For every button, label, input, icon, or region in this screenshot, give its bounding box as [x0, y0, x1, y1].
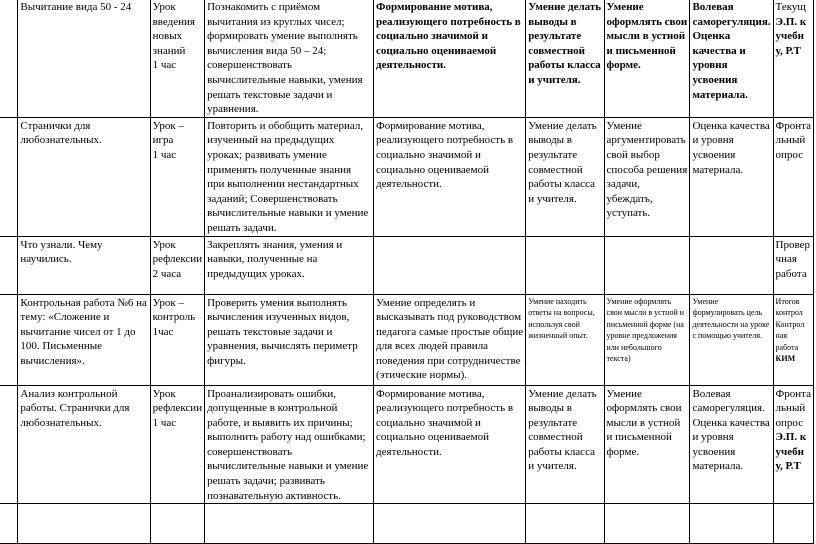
regulative-outcomes-cell — [526, 504, 604, 544]
personal-outcomes-cell — [374, 236, 526, 294]
table-row — [0, 504, 814, 544]
control-form-cell — [773, 117, 813, 236]
control-form-cell — [773, 236, 813, 294]
goals-cell: Повторить и обобщить материал, изученный на предыдущих уроках; развивать умение применять полученные знания при выполнении нестандартных заданий; Совершенствовать вычислительные навыки и умение решать задачи. — [205, 117, 374, 236]
topic-cell: Что узнали. Чему научились. — [18, 236, 150, 294]
control-line: Э.П. к — [775, 431, 807, 444]
lesson-type-line: игра — [152, 134, 174, 147]
lesson-type-cell — [150, 504, 204, 544]
topic-cell — [18, 504, 150, 544]
topic-cell: Контрольная работа №6 на тему: «Сложение и вычитание чисел от 1 до 100. Письменные вычисления». — [18, 294, 150, 385]
regulative-outcomes-cell: Умение делать выводы в результате совместной работы класса и учителя. — [526, 385, 604, 504]
control-line: ная — [775, 331, 788, 340]
communicative-outcomes-cell: Умение оформлять свои мысли в устной и письменной форме (на уровне предложения или небольшого текста) — [604, 294, 690, 385]
lesson-number-cell — [0, 294, 18, 385]
table-row — [0, 236, 814, 294]
communicative-outcomes-cell: Умение оформлять свои мысли в устной и письменной форме. — [604, 0, 690, 117]
control-line: учебн — [775, 30, 804, 43]
cognitive-outcomes-cell: Волевая саморегуляция. Оценка качества и уровня усвоения материала. — [690, 0, 773, 117]
lesson-type-line: знаний — [152, 44, 186, 57]
control-line: у, Р.Т — [775, 44, 801, 57]
topic-cell: Вычитание вида 50 - 24 — [18, 0, 150, 117]
lesson-type-cell — [150, 0, 204, 117]
control-line: учебн — [775, 445, 804, 458]
control-line: льный — [775, 134, 806, 147]
lesson-type-line: 1час — [152, 325, 174, 338]
lesson-number-cell — [0, 117, 18, 236]
regulative-outcomes-cell: Умение делать выводы в результате совместной работы класса и учителя. — [526, 0, 604, 117]
cognitive-outcomes-cell: Умение формулировать цель деятельности на уроке с помощью учителя. — [690, 294, 773, 385]
lesson-number-cell — [0, 504, 18, 544]
lesson-type-line: 1 час — [152, 59, 177, 72]
lesson-type-line: 1 час — [152, 148, 177, 161]
lesson-type-cell — [150, 236, 204, 294]
goals-cell: Проанализировать ошибки, допущенные в контрольной работе, и выявить их причины; выполнить работу над ошибками; совершенствовать вычислительные навыки и умение решать задачи; развивать познавательную активность. — [205, 385, 374, 504]
communicative-outcomes-cell: Умение аргументировать свой выбор способа решения задачи, убеждать, уступать. — [604, 117, 690, 236]
control-form-cell — [773, 504, 813, 544]
control-line: Текущ — [775, 1, 806, 13]
lesson-type-line: Урок – — [152, 119, 185, 132]
control-form-cell — [773, 385, 813, 504]
control-form-cell — [773, 294, 813, 385]
lesson-type-cell — [150, 117, 204, 236]
lesson-number-cell — [0, 236, 18, 294]
personal-outcomes-cell: Формирование мотива, реализующего потребность в социально значимой и социально оцениваемой деятельности. — [374, 117, 526, 236]
cognitive-outcomes-cell: Оценка качества и уровня усвоения материала. — [690, 117, 773, 236]
lesson-type-cell — [150, 385, 204, 504]
lesson-type-line: рефлексии — [152, 253, 203, 266]
personal-outcomes-cell — [374, 504, 526, 544]
goals-cell — [205, 504, 374, 544]
lesson-type-line: Урок — [152, 238, 176, 251]
personal-outcomes-cell: Формирование мотива, реализующего потребность в социально значимой и социально оцениваемой деятельности. — [374, 385, 526, 504]
control-line: Э.П. к — [775, 15, 807, 28]
control-line: Фронта — [775, 119, 811, 132]
control-form-cell — [773, 0, 813, 117]
lesson-type-line: 1 час — [152, 416, 177, 429]
control-line: у, Р.Т — [775, 460, 801, 473]
goals-cell: Закреплять знания, умения и навыки, полученные на предыдущих уроках. — [205, 236, 374, 294]
personal-outcomes-cell: Умение определять и высказывать под руководством педагога самые простые общие для всех людей правила поведения при сотрудничестве (этические нормы). — [374, 294, 526, 385]
table-row — [0, 0, 814, 117]
control-line: чная — [775, 253, 797, 266]
lesson-type-cell — [150, 294, 204, 385]
table-row — [0, 117, 814, 236]
lesson-type-line: новых — [152, 30, 183, 43]
table-row — [0, 294, 814, 385]
control-line: работа — [775, 267, 807, 280]
lesson-number-cell — [0, 385, 18, 504]
table-row — [0, 385, 814, 504]
cognitive-outcomes-cell — [690, 236, 773, 294]
communicative-outcomes-cell — [604, 504, 690, 544]
cognitive-outcomes-cell — [690, 504, 773, 544]
control-line: работа — [775, 342, 799, 352]
lesson-type-line: введения — [152, 15, 195, 28]
lesson-type-line: Урок — [152, 1, 176, 13]
communicative-outcomes-cell — [604, 236, 690, 294]
control-line: опрос — [775, 416, 804, 429]
control-line: КИМ — [775, 354, 796, 363]
control-line: Фронта — [775, 387, 811, 400]
topic-cell: Странички для любознательных. — [18, 117, 150, 236]
control-line: льный — [775, 402, 806, 415]
lesson-type-line: контроль — [152, 311, 196, 324]
communicative-outcomes-cell: Умение оформлять свои мысли в устной и письменной форме. — [604, 385, 690, 504]
goals-cell: Проверить умения выполнять вычисления изученных видов, решать текстовые задачи и уравнения, вычислять периметр фигуры. — [205, 294, 374, 385]
topic-cell: Анализ контрольной работы. Странички для любознательных. — [18, 385, 150, 504]
control-line: Провер — [775, 238, 811, 251]
lesson-type-line: 2 часа — [152, 267, 182, 280]
lesson-type-line: Урок — [152, 387, 176, 400]
lesson-type-line: Урок – — [152, 296, 185, 309]
cognitive-outcomes-cell: Волевая саморегуляция. Оценка качества и уровня усвоения материала. — [690, 385, 773, 504]
personal-outcomes-cell: Формирование мотива, реализующего потребность в социально значимой и социально оцениваемой деятельности. — [374, 0, 526, 117]
control-line: опрос — [775, 148, 804, 161]
regulative-outcomes-cell — [526, 236, 604, 294]
goals-cell: Познакомить с приёмом вычитания из круглых чисел; формировать умение выполнять вычисления вида 50 – 24; совершенствовать вычислительные навыки, умения решать текстовые задачи и уравнения. — [205, 0, 374, 117]
lesson-number-cell — [0, 0, 18, 117]
regulative-outcomes-cell: Умение делать выводы в результате совместной работы класса и учителя. — [526, 117, 604, 236]
control-line: Контрол — [775, 319, 805, 329]
regulative-outcomes-cell: Умение находить ответы на вопросы, используя свой жизненный опыт. — [526, 294, 604, 385]
lesson-type-line: рефлексии — [152, 402, 203, 415]
control-line: Итогов — [775, 296, 800, 306]
control-line: контрол — [775, 308, 803, 317]
